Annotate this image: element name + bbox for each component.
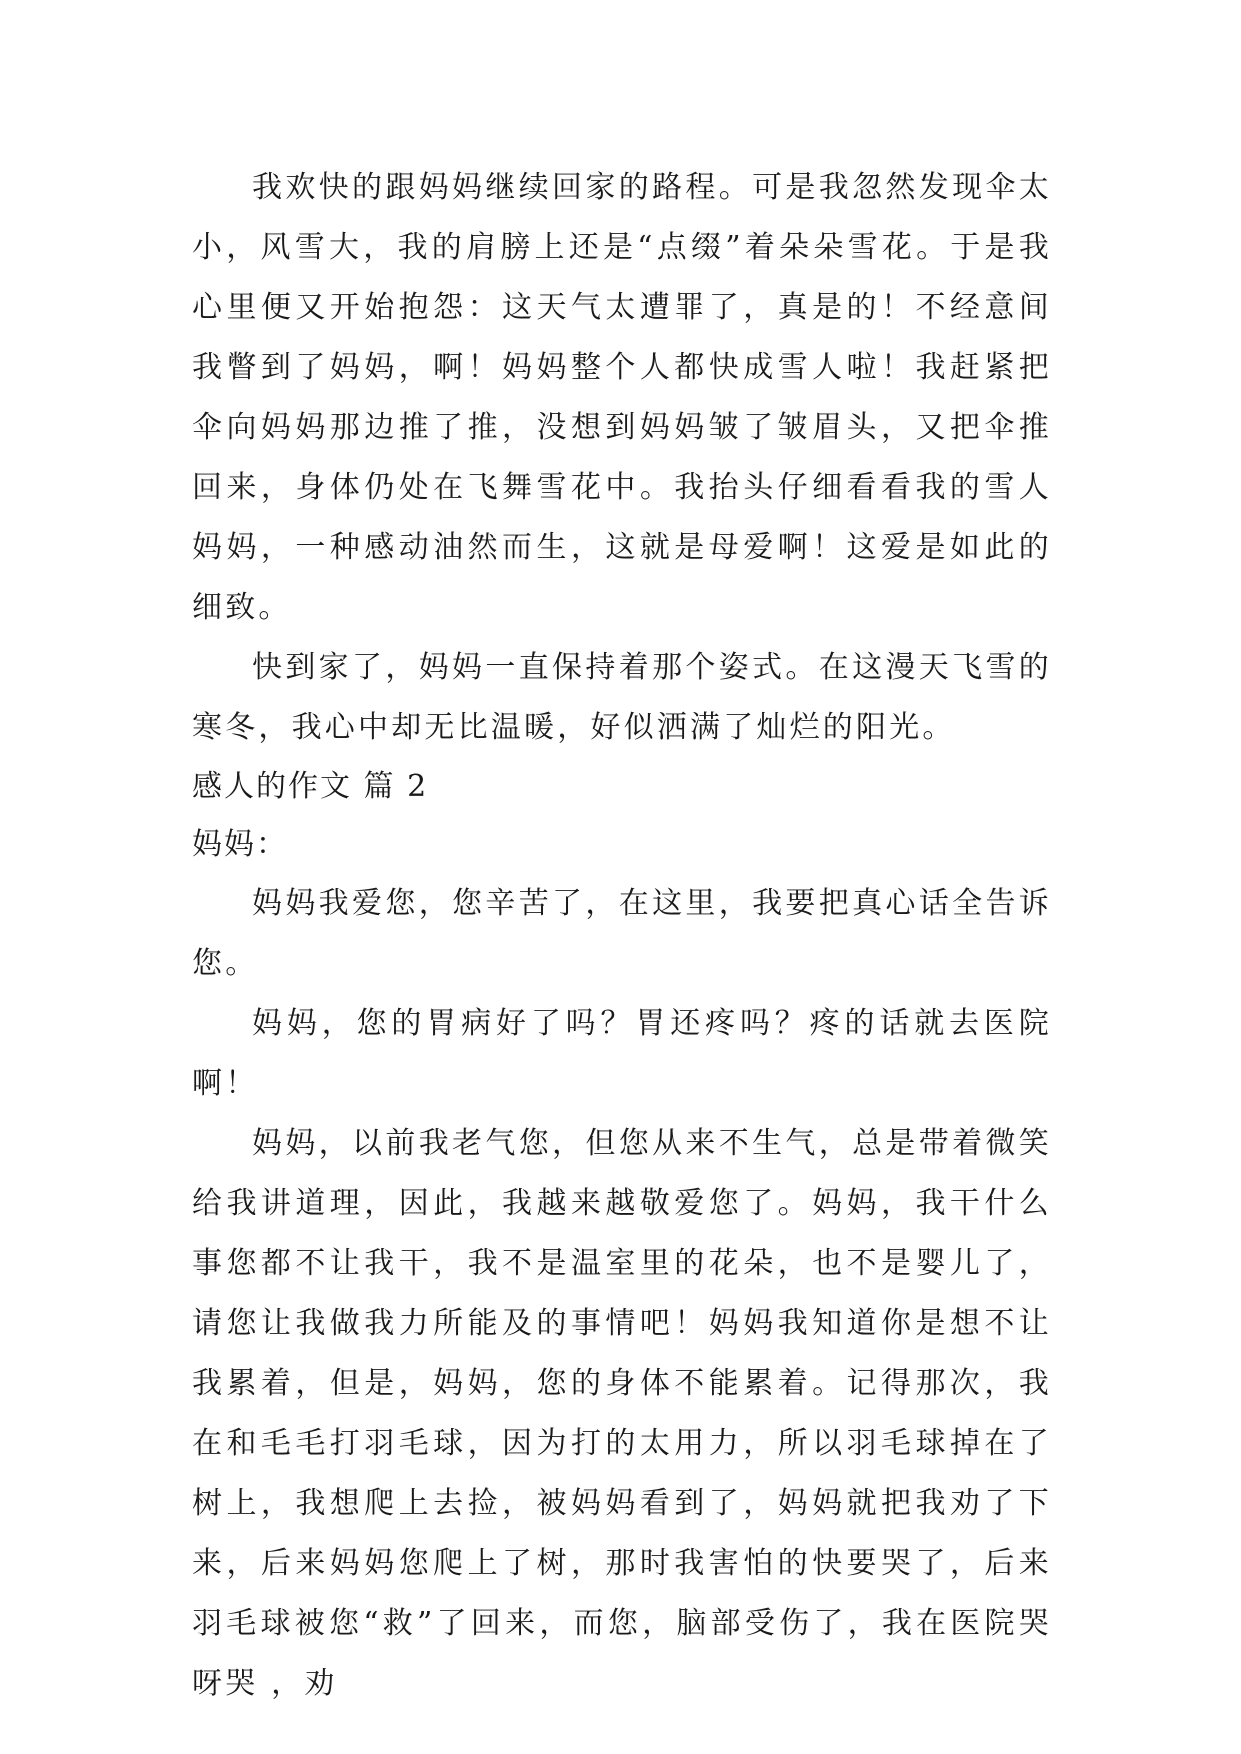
document-page xyxy=(192,158,1052,1714)
body-paragraph: 妈妈，您的胃病好了吗？胃还疼吗？疼的话就去医院啊！ xyxy=(192,1006,1052,1101)
salutation: 妈妈： xyxy=(192,827,288,862)
body-paragraph: 妈妈，以前我老气您，但您从来不生气，总是带着微笑给我讲道理，因此，我越来越敬爱您了。妈妈，我干什么事您都不让我干，我不是温室里的花朵，也不是婴儿了，请您让我做我力所能及的事情吧！妈妈我知道你是想不让我累着，但是，妈妈，您的身体不能累着。记得那次，我在和毛毛打羽毛球，因为打的太用力，所以羽毛球掉在了树上，我想爬上去捡，被妈妈看到了，妈妈就把我劝了下来，后来妈妈您爬上了树，那时我害怕的快要哭了，后来羽毛球被您“救”了回来，而您，脑部受伤了，我在医院哭呀哭 ，劝 xyxy=(192,1126,1052,1701)
body-paragraph: 快到家了，妈妈一直保持着那个姿式。在这漫天飞雪的寒冬，我心中却无比温暖，好似洒满了灿烂的阳光。 xyxy=(192,650,1052,745)
section-title: 感人的作文 篇 2 xyxy=(192,769,429,804)
body-paragraph: 我欢快的跟妈妈继续回家的路程。可是我忽然发现伞太小，风雪大，我的肩膀上还是“点缀”着朵朵雪花。于是我心里便又开始抱怨：这天气太遭罪了，真是的！不经意间我瞥到了妈妈，啊！妈妈整个人都快成雪人啦！我赶紧把伞向妈妈那边推了推，没想到妈妈皱了皱眉头，又把伞推回来，身体仍处在飞舞雪花中。我抬头仔细看看我的雪人妈妈，一种感动油然而生，这就是母爱啊！这爱是如此的细致。 xyxy=(192,170,1052,625)
body-paragraph: 妈妈我爱您，您辛苦了，在这里，我要把真心话全告诉您。 xyxy=(192,886,1052,981)
